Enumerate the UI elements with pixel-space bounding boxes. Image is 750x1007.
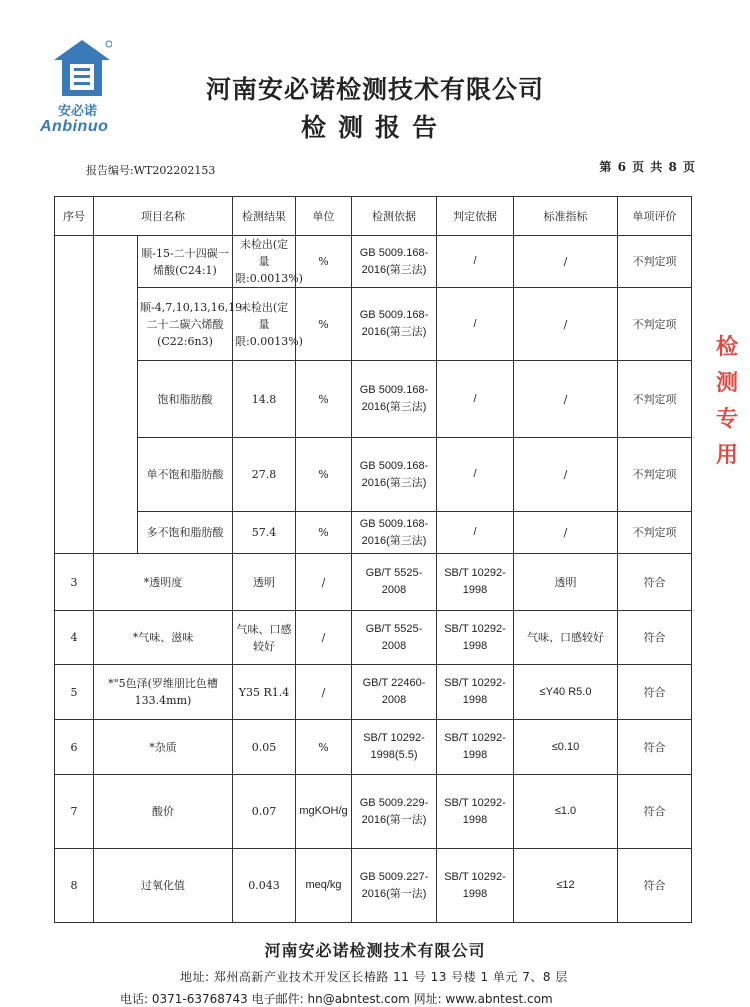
basis: SB/T 10292-1998 [437, 849, 514, 923]
results-table [54, 196, 692, 923]
method: GB 5009.227-2016(第一法) [352, 849, 437, 923]
footer-company: 河南安必诺检测技术有限公司 [264, 941, 486, 960]
method: GB 5009.229-2016(第一法) [352, 775, 437, 849]
col-header: 序号 [55, 197, 94, 236]
basis: SB/T 10292-1998 [437, 720, 514, 775]
row-number: 3 [55, 554, 94, 611]
evaluation: 不判定项 [618, 288, 692, 361]
row-number: 4 [55, 611, 94, 665]
red-seal-stamp: 检测专用 [716, 335, 739, 468]
standard: / [514, 361, 618, 438]
unit: / [296, 665, 352, 720]
evaluation: 符合 [618, 849, 692, 923]
evaluation: 不判定项 [618, 361, 692, 438]
item-name: *"5色泽(罗维朋比色槽133.4mm) [94, 665, 233, 720]
footer-address: 地址: 郑州高新产业技术开发区长椿路 11 号 13 号楼 1 单元 7、8 层 [180, 970, 568, 984]
method: GB 5009.168-2016(第三法) [352, 361, 437, 438]
basis: SB/T 10292-1998 [437, 665, 514, 720]
table-header-row [55, 197, 692, 236]
basis: SB/T 10292-1998 [437, 611, 514, 665]
item-name: 单不饱和脂肪酸 [138, 438, 233, 512]
standard: 透明 [514, 554, 618, 611]
result: 未检出(定量限:0.0013%) [233, 288, 296, 361]
col-header: 检测结果 [233, 197, 296, 236]
col-header: 项目名称 [94, 197, 233, 236]
evaluation: 不判定项 [618, 438, 692, 512]
unit: mgKOH/g [296, 775, 352, 849]
table-row [55, 775, 692, 849]
result: 气味、口感较好 [233, 611, 296, 665]
company-name: 河南安必诺检测技术有限公司 [205, 75, 544, 104]
table-row [55, 665, 692, 720]
col-header: 判定依据 [437, 197, 514, 236]
standard: ≤1.0 [514, 775, 618, 849]
footer-contact: 电话: 0371-63768743 电子邮件: hn@abntest.com 网址: www.abntest.com [120, 992, 553, 1006]
result: 未检出(定量限:0.0013%) [233, 236, 296, 288]
item-name: *杂质 [94, 720, 233, 775]
table-row [55, 236, 692, 288]
row-number: 8 [55, 849, 94, 923]
method: GB 5009.168-2016(第三法) [352, 288, 437, 361]
report-title: 检测报告 [300, 113, 449, 142]
standard: 气味、口感较好 [514, 611, 618, 665]
col-header: 单项评价 [618, 197, 692, 236]
basis: / [437, 512, 514, 554]
row-number: 5 [55, 665, 94, 720]
col-header: 标准指标 [514, 197, 618, 236]
evaluation: 符合 [618, 665, 692, 720]
item-name: *透明度 [94, 554, 233, 611]
item-name: 过氧化值 [94, 849, 233, 923]
table-row [55, 611, 692, 665]
basis: / [437, 236, 514, 288]
unit: / [296, 611, 352, 665]
standard: ≤Y40 R5.0 [514, 665, 618, 720]
item-name: 顺-4,7,10,13,16,19-二十二碳六烯酸(C22:6n3) [138, 288, 233, 361]
table-row [55, 512, 692, 554]
method: SB/T 10292-1998(5.5) [352, 720, 437, 775]
evaluation: 不判定项 [618, 236, 692, 288]
result: 0.043 [233, 849, 296, 923]
result: 27.8 [233, 438, 296, 512]
unit: % [296, 361, 352, 438]
basis: / [437, 361, 514, 438]
result: 0.05 [233, 720, 296, 775]
page-number: 第 6 页 共 8 页 [599, 160, 696, 174]
evaluation: 符合 [618, 720, 692, 775]
method: GB 5009.168-2016(第三法) [352, 438, 437, 512]
basis: SB/T 10292-1998 [437, 775, 514, 849]
group-cell [94, 236, 138, 554]
table-row [55, 720, 692, 775]
table-row [55, 438, 692, 512]
method: GB/T 22460-2008 [352, 665, 437, 720]
item-name: 多不饱和脂肪酸 [138, 512, 233, 554]
logo-cn-text: 安必诺 [58, 104, 98, 119]
evaluation: 符合 [618, 775, 692, 849]
standard: / [514, 236, 618, 288]
standard: / [514, 288, 618, 361]
unit: / [296, 554, 352, 611]
method: GB/T 5525-2008 [352, 611, 437, 665]
method: GB 5009.168-2016(第三法) [352, 236, 437, 288]
col-header: 检测依据 [352, 197, 437, 236]
result: Y35 R1.4 [233, 665, 296, 720]
row-number [55, 236, 94, 554]
standard: / [514, 512, 618, 554]
item-name: 酸价 [94, 775, 233, 849]
table-row [55, 288, 692, 361]
report-number: 报告编号:WT202202153 [86, 164, 216, 177]
method: GB 5009.168-2016(第三法) [352, 512, 437, 554]
evaluation: 符合 [618, 611, 692, 665]
unit: meq/kg [296, 849, 352, 923]
standard: ≤0.10 [514, 720, 618, 775]
table-row [55, 849, 692, 923]
unit: % [296, 720, 352, 775]
basis: / [437, 288, 514, 361]
basis: SB/T 10292-1998 [437, 554, 514, 611]
result: 透明 [233, 554, 296, 611]
logo-en-text: Anbinuo [40, 118, 109, 135]
standard: / [514, 438, 618, 512]
item-name: 顺-15-二十四碳一烯酸(C24:1) [138, 236, 233, 288]
col-header: 单位 [296, 197, 352, 236]
evaluation: 不判定项 [618, 512, 692, 554]
standard: ≤12 [514, 849, 618, 923]
item-name: 饱和脂肪酸 [138, 361, 233, 438]
table-row [55, 361, 692, 438]
unit: % [296, 512, 352, 554]
evaluation: 符合 [618, 554, 692, 611]
method: GB/T 5525-2008 [352, 554, 437, 611]
unit: % [296, 236, 352, 288]
result: 14.8 [233, 361, 296, 438]
basis: / [437, 438, 514, 512]
result: 0.07 [233, 775, 296, 849]
row-number: 7 [55, 775, 94, 849]
table-row [55, 554, 692, 611]
result: 57.4 [233, 512, 296, 554]
item-name: *气味、滋味 [94, 611, 233, 665]
unit: % [296, 288, 352, 361]
row-number: 6 [55, 720, 94, 775]
unit: % [296, 438, 352, 512]
